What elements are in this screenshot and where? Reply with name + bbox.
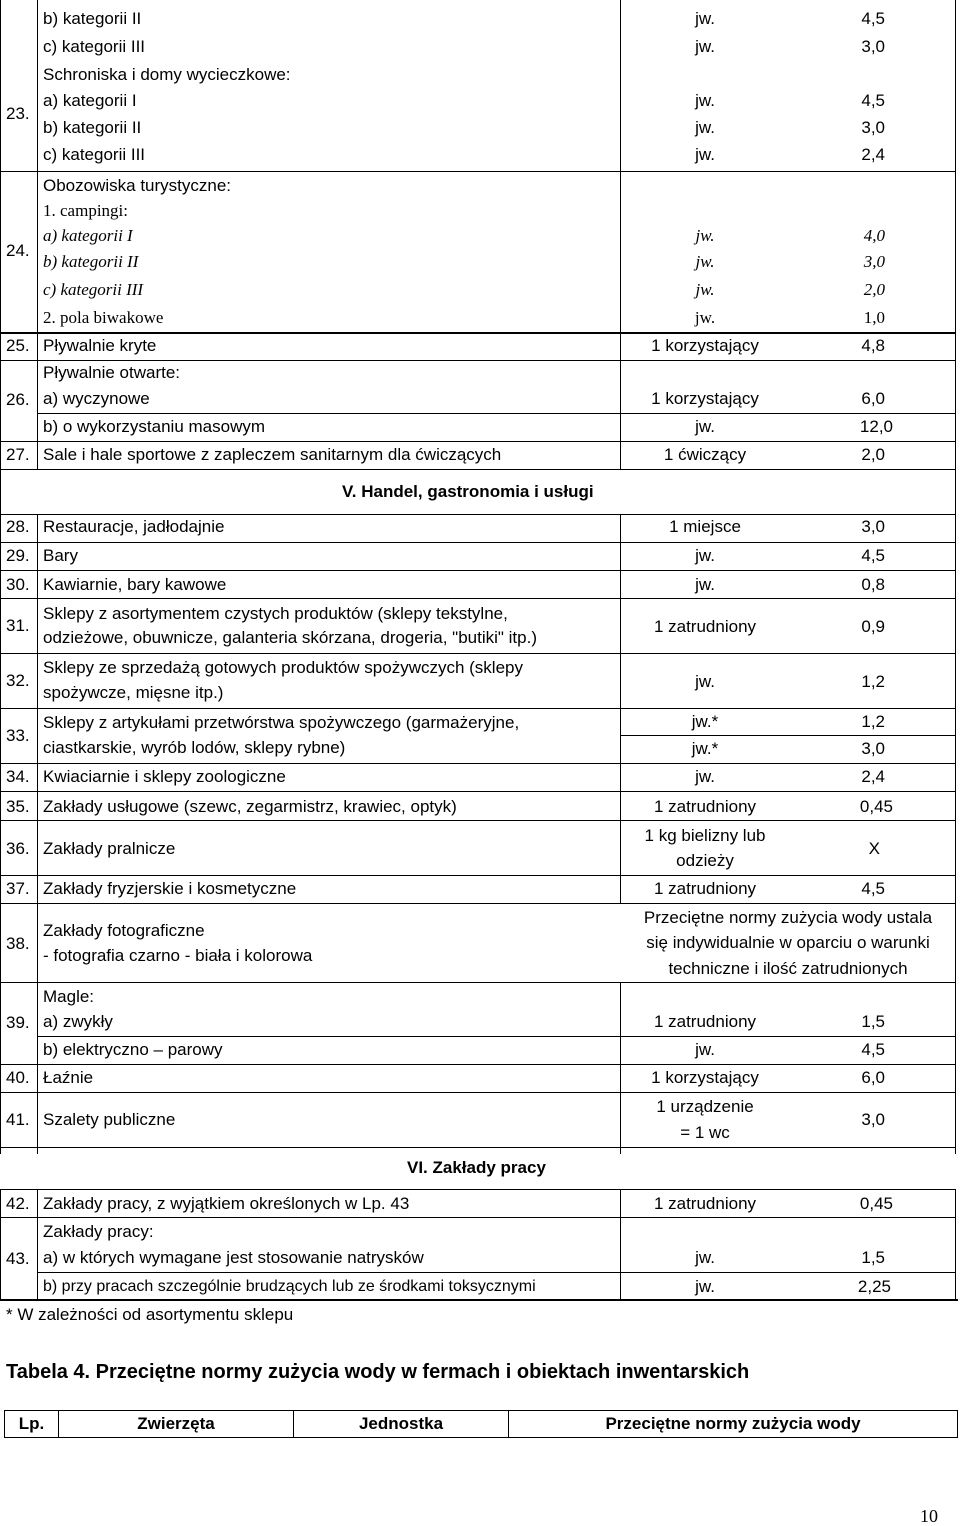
row-line (0, 1092, 956, 1093)
row-number: 42. (6, 1194, 30, 1213)
row-value: 0,9 (861, 617, 885, 636)
row-line (0, 1064, 956, 1065)
row-name: Kawiarnie, bary kawowe (43, 575, 227, 594)
row-line (0, 441, 956, 442)
row-name: b) kategorii II (43, 118, 142, 137)
row-number: 25. (6, 336, 30, 355)
row-name: c) kategorii III (43, 145, 146, 164)
table-border (37, 1189, 38, 1300)
row-value: 2,0 (861, 445, 885, 464)
row-number: 27. (6, 445, 30, 464)
table-border (4, 1437, 958, 1438)
page-number: 10 (920, 1506, 938, 1526)
row-line (0, 542, 956, 543)
row-name: a) wyczynowe (43, 389, 150, 408)
row-name: spożywcze, mięsne itp.) (43, 683, 224, 702)
row-unit: = 1 wc (680, 1123, 730, 1142)
table-border (0, 469, 1, 515)
row-value: 1,2 (861, 712, 885, 731)
row-line (0, 820, 956, 821)
row-number: 33. (6, 726, 30, 745)
footnote: * W zależności od asortymentu sklepu (6, 1305, 294, 1324)
row-name: 2. pola biwakowe (43, 308, 164, 327)
row-value: 2,4 (861, 145, 885, 164)
row-name: Zakłady fryzjerskie i kosmetyczne (43, 879, 297, 898)
row-unit: 1 urządzenie (656, 1097, 754, 1116)
row-name: b) kategorii II (43, 252, 139, 271)
row-line (0, 982, 956, 983)
column-header: Jednostka (358, 1414, 444, 1433)
row-number: 31. (6, 616, 30, 635)
row-name: Restauracje, jadłodajnie (43, 517, 225, 536)
row-number: 36. (6, 839, 30, 858)
row-value: 3,0 (863, 252, 885, 271)
row-unit: 1 zatrudniony (653, 1012, 757, 1031)
row-line (0, 598, 956, 599)
row-line (0, 570, 956, 571)
row-number: 40. (6, 1068, 30, 1087)
row-name: Szalety publiczne (43, 1110, 176, 1129)
row-unit: odzieży (676, 851, 734, 870)
row-line (0, 171, 956, 172)
row-unit: 1 korzystający (651, 336, 759, 355)
row-line (0, 469, 956, 470)
row-unit: jw.* (691, 739, 719, 758)
table-border (957, 1410, 958, 1438)
row-number: 35. (6, 797, 30, 816)
row-line (0, 653, 956, 654)
row-name: Zakłady pracy, z wyjątkiem określonych w Lp. 43 (43, 1194, 410, 1213)
row-unit: jw. (695, 9, 715, 28)
row-value: 2,0 (863, 280, 885, 299)
row-unit: jw. (695, 672, 715, 691)
row-value: 3,0 (861, 118, 885, 137)
row-value: 4,0 (863, 226, 885, 245)
row-unit: 1 miejsce (669, 517, 741, 536)
row-value: X (868, 839, 880, 858)
row-name: odzieżowe, obuwnicze, galanteria skórzana, drogeria, "butiki" itp.) (43, 628, 537, 647)
section-heading: V. Handel, gastronomia i usługi (342, 482, 594, 501)
row-value: 4,5 (861, 546, 885, 565)
row-line (38, 1036, 956, 1037)
row-name: c) kategorii III (43, 37, 146, 56)
row-number: 43. (6, 1249, 30, 1268)
table-border (0, 514, 1, 1154)
row-line (0, 332, 956, 334)
column-header: Lp. (18, 1414, 45, 1433)
row-name: a) kategorii I (43, 226, 133, 245)
row-name: 1. campingi: (43, 201, 128, 220)
row-unit: jw. (695, 1248, 715, 1267)
row-unit: jw. (695, 417, 715, 436)
table-border (37, 0, 38, 470)
row-value: 1,5 (861, 1012, 885, 1031)
table-border (4, 1410, 958, 1411)
row-value: 2,4 (861, 767, 885, 786)
row-title: Schroniska i domy wycieczkowe: (43, 65, 291, 84)
row-title: Obozowiska turystyczne: (43, 176, 232, 195)
row-number: 34. (6, 767, 30, 786)
row-number: 41. (6, 1110, 30, 1129)
row-name: Zakłady usługowe (szewc, zegarmistrz, krawiec, optyk) (43, 797, 457, 816)
row-unit: jw. (695, 546, 715, 565)
row-name: Łaźnie (43, 1068, 94, 1087)
section-heading: VI. Zakłady pracy (407, 1158, 546, 1177)
row-name: Pływalnie kryte (43, 336, 157, 355)
row-value: 3,0 (861, 739, 885, 758)
table-border (955, 1189, 956, 1300)
row-unit: jw.* (691, 712, 719, 731)
row-unit: jw. (695, 91, 715, 110)
table-border (955, 0, 956, 470)
row-unit: 1 korzystający (651, 389, 759, 408)
row-unit: jw. (695, 767, 715, 786)
row-unit: 1 korzystający (651, 1068, 759, 1087)
row-line (620, 735, 956, 736)
row-value: 4,5 (861, 91, 885, 110)
row-name: ciastkarskie, wyrób lodów, sklepy rybne) (43, 738, 346, 757)
table-border (0, 1189, 1, 1300)
row-name: Bary (43, 546, 78, 565)
row-unit: 1 kg bielizny lub (644, 826, 766, 845)
row-line (0, 875, 956, 876)
row-name: c) kategorii III (43, 280, 144, 299)
row-name: b) o wykorzystaniu masowym (43, 417, 266, 436)
row-unit: jw. (695, 575, 715, 594)
row-value: 3,0 (861, 1110, 885, 1129)
row-line (0, 1299, 958, 1301)
row-number: 32. (6, 671, 30, 690)
row-line (0, 360, 956, 361)
row-unit: jw. (695, 252, 715, 271)
row-unit: 1 zatrudniony (653, 617, 757, 636)
row-line (0, 903, 956, 904)
row-name: a) zwykły (43, 1012, 113, 1031)
row-line (0, 1147, 956, 1148)
row-unit: jw. (695, 226, 715, 245)
row-number: 23. (6, 104, 30, 123)
row-name: Zakłady fotograficzne (43, 921, 205, 940)
row-number: 38. (6, 934, 30, 953)
row-unit: 1 zatrudniony (653, 1194, 757, 1213)
row-value: 3,0 (861, 517, 885, 536)
row-name: Sale i hale sportowe z zapleczem sanitarnym dla ćwiczących (43, 445, 502, 464)
row-note: Przeciętne normy zużycia wody ustala (643, 908, 933, 927)
row-value: 6,0 (861, 1068, 885, 1087)
row-value: 0,45 (859, 797, 893, 816)
row-line (0, 1217, 956, 1218)
row-title: Pływalnie otwarte: (43, 363, 181, 382)
row-name: Kwiaciarnie i sklepy zoologiczne (43, 767, 286, 786)
row-value: 4,5 (861, 1040, 885, 1059)
row-unit: jw. (694, 308, 716, 327)
row-line (0, 791, 956, 792)
row-number: 26. (6, 390, 30, 409)
row-unit: jw. (695, 118, 715, 137)
row-value: 0,8 (861, 575, 885, 594)
row-value: 2,25 (857, 1277, 891, 1296)
row-unit: jw. (695, 280, 715, 299)
row-number: 28. (6, 517, 30, 536)
row-number: 39. (6, 1013, 30, 1032)
table-border (955, 469, 956, 515)
table-border (0, 0, 1, 470)
row-name: - fotografia czarno - biała i kolorowa (43, 946, 313, 965)
table-border (620, 1189, 621, 1300)
row-note: się indywidualnie w oparciu o warunki (646, 933, 930, 952)
row-value: 6,0 (861, 389, 885, 408)
row-name: a) w których wymagane jest stosowanie natrysków (43, 1248, 424, 1267)
row-line (38, 413, 956, 414)
row-value: 1,5 (861, 1248, 885, 1267)
row-unit: jw. (695, 37, 715, 56)
row-value: 12,0 (859, 417, 893, 436)
row-name: b) przy pracach szczególnie brudzących lub ze środkami toksycznymi (43, 1278, 536, 1295)
row-number: 30. (6, 575, 30, 594)
row-number: 24. (6, 241, 30, 260)
row-name: Zakłady pralnicze (43, 839, 176, 858)
row-title: Magle: (43, 987, 95, 1006)
row-value: 0,45 (859, 1194, 893, 1213)
row-name: Sklepy z artykułami przetwórstwa spożywczego (garmażeryjne, (43, 713, 520, 732)
column-header: Przeciętne normy zużycia wody (605, 1414, 861, 1433)
row-value: 4,8 (861, 336, 885, 355)
row-line (0, 1189, 956, 1190)
row-name: Sklepy z asortymentem czystych produktów (sklepy tekstylne, (43, 604, 508, 623)
row-name: Sklepy ze sprzedażą gotowych produktów spożywczych (sklepy (43, 658, 523, 677)
row-line (0, 514, 956, 515)
column-header: Zwierzęta (137, 1414, 215, 1433)
row-value: 1,2 (861, 672, 885, 691)
row-unit: 1 ćwiczący (663, 445, 747, 464)
table-border (620, 982, 621, 1154)
row-unit: jw. (695, 145, 715, 164)
row-line (0, 708, 956, 709)
row-number: 29. (6, 546, 30, 565)
row-value: 1,0 (863, 308, 885, 327)
row-unit: jw. (695, 1040, 715, 1059)
row-value: 3,0 (861, 37, 885, 56)
table-border (620, 0, 621, 470)
row-name: a) kategorii I (43, 91, 137, 110)
row-unit: 1 zatrudniony (653, 797, 757, 816)
row-line (38, 1272, 956, 1273)
table-border (955, 514, 956, 1154)
row-unit: jw. (695, 1277, 715, 1296)
row-number: 37. (6, 879, 30, 898)
row-name: b) kategorii II (43, 9, 142, 28)
row-title: Zakłady pracy: (43, 1222, 154, 1241)
row-value: 4,5 (861, 9, 885, 28)
row-value: 4,5 (861, 879, 885, 898)
row-name: b) elektryczno – parowy (43, 1040, 223, 1059)
row-unit: 1 zatrudniony (653, 879, 757, 898)
table-title: Tabela 4. Przeciętne normy zużycia wody w fermach i obiektach inwentarskich (6, 1361, 750, 1383)
table-border (37, 514, 38, 1154)
row-line (0, 763, 956, 764)
row-note: techniczne i ilość zatrudnionych (668, 959, 908, 978)
